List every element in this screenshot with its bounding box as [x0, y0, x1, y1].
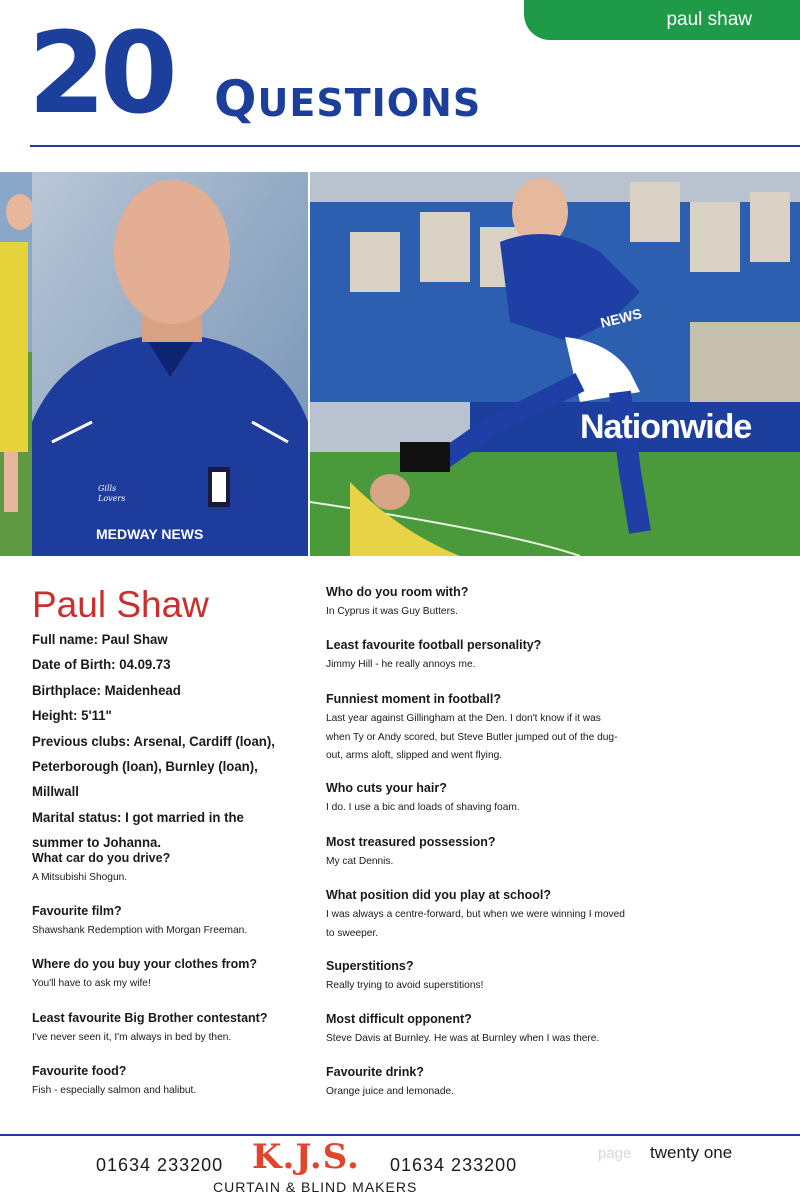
qa-item-football-personality — [326, 637, 626, 675]
question: Who cuts your hair? — [326, 781, 447, 795]
header-divider — [30, 145, 800, 147]
qa-item-film — [32, 903, 332, 941]
answer: I do. I use a bic and loads of shaving foam. — [326, 802, 520, 813]
answer: Steve Davis at Burnley. He was at Burnley when I was there. — [326, 1033, 600, 1044]
answer: Jimmy Hill - he really annoys me. — [326, 659, 476, 670]
jersey-badge-text: Gills Lovers — [98, 484, 126, 503]
fact-previous-clubs: Previous clubs: Arsenal, Cardiff (loan), Peterborough (loan), Burnley (loan), Millwall — [32, 733, 275, 801]
answer: You'll have to ask my wife! — [32, 978, 151, 989]
answer: Really trying to avoid superstitions! — [326, 980, 484, 991]
jersey-sponsor-text: MEDWAY NEWS — [96, 526, 204, 542]
fact-full-name: Full name: Paul Shaw — [32, 632, 168, 648]
question: Favourite film? — [32, 904, 122, 918]
qa-item-superstitions — [326, 958, 626, 996]
qa-item-car — [32, 850, 332, 888]
answer: Last year against Gillingham at the Den. I don't know if it was when Ty or Andy scored, but Steve Butler jumped out of the dug-out, arms aloft, slipped and went flying. — [326, 713, 618, 761]
advert-phone-left: 01634 233200 — [96, 1155, 224, 1175]
qa-item-clothes — [32, 956, 332, 994]
answer: Shawshank Redemption with Morgan Freeman. — [32, 925, 248, 936]
qa-item-funniest-moment — [326, 691, 626, 766]
title-number: 20 — [28, 9, 172, 139]
question: Funniest moment in football? — [326, 692, 501, 706]
footer-divider — [0, 1134, 800, 1136]
question: Who do you room with? — [326, 585, 469, 599]
fact-birthplace: Birthplace: Maidenhead — [32, 682, 181, 699]
qa-item-school-position — [326, 887, 626, 943]
answer: My cat Dennis. — [326, 856, 394, 867]
question: Superstitions? — [326, 959, 414, 973]
question: Favourite food? — [32, 1064, 127, 1078]
action-photo — [310, 172, 800, 556]
title-word-rest: UESTIONS — [257, 81, 482, 125]
fact-marital-status: Marital status: I got married in the summer to Johanna. — [32, 809, 244, 852]
question: Least favourite football personality? — [326, 638, 542, 652]
page-label: page — [598, 1145, 632, 1162]
question: What position did you play at school? — [326, 888, 551, 902]
qa-item-hair — [326, 780, 626, 818]
facts-list — [32, 628, 276, 857]
edge-photo — [0, 172, 32, 556]
action-sponsor-text: NEWS — [598, 305, 644, 331]
qa-item-opponent — [326, 1011, 626, 1049]
title-word — [214, 70, 482, 128]
portrait-photo — [32, 172, 308, 556]
board-text: Nationwide — [580, 408, 752, 446]
advert-phone-right: 01634 233200 — [390, 1155, 518, 1175]
qa-item-room — [326, 584, 626, 622]
answer: Orange juice and lemonade. — [326, 1086, 454, 1097]
question: Most difficult opponent? — [326, 1012, 472, 1026]
fact-date-of-birth: Date of Birth: 04.09.73 — [32, 657, 171, 674]
answer: Fish - especially salmon and halibut. — [32, 1085, 197, 1096]
answer: A Mitsubishi Shogun. — [32, 872, 128, 883]
question: Where do you buy your clothes from? — [32, 957, 258, 971]
answer: I was always a centre-forward, but when we were winning I moved to sweeper. — [326, 909, 625, 939]
qa-item-big-brother — [32, 1010, 332, 1048]
fact-height: Height: 5'11" — [32, 708, 112, 725]
player-name: Paul Shaw — [32, 584, 209, 625]
advert-logo: K.J.S. — [252, 1137, 360, 1177]
answer: I've never seen it, I'm always in bed by then. — [32, 1032, 232, 1043]
title-word-initial: Q — [214, 70, 258, 128]
question: Most treasured possession? — [326, 835, 496, 849]
section-tab — [524, 0, 800, 40]
answer: In Cyprus it was Guy Butters. — [326, 606, 458, 617]
page-number: twenty one — [650, 1143, 733, 1162]
qa-item-possession — [326, 834, 626, 872]
advert-tagline: CURTAIN & BLIND MAKERS — [213, 1179, 418, 1195]
question: Favourite drink? — [326, 1065, 424, 1079]
qa-item-drink — [326, 1064, 626, 1102]
question: Least favourite Big Brother contestant? — [32, 1011, 268, 1025]
section-tab-label: paul shaw — [666, 9, 752, 30]
qa-item-food — [32, 1063, 332, 1101]
question: What car do you drive? — [32, 851, 171, 865]
